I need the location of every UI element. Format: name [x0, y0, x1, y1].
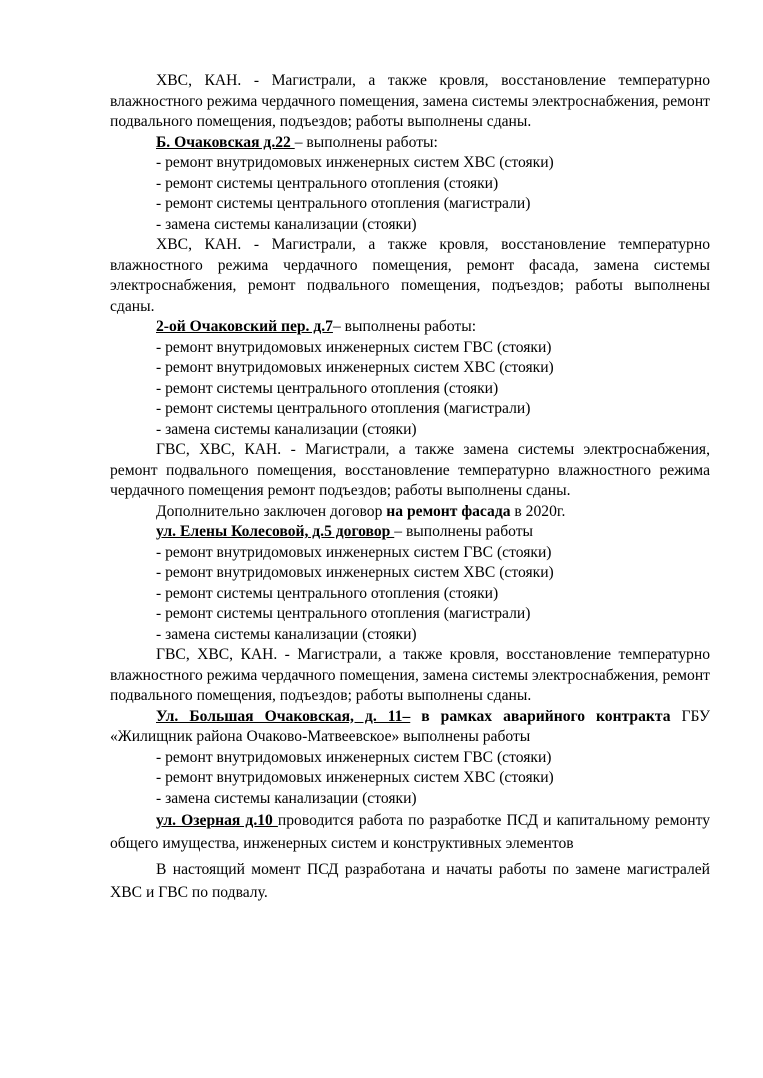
- list-item: - замена системы канализации (стояки): [156, 789, 417, 807]
- heading-tail: – выполнены работы:: [332, 318, 477, 335]
- heading-tail: ГБУ «Жилищник района Очаково-Матвеевское» выполнены работы: [110, 707, 710, 745]
- heading-tail: проводится работа по разработке ПСД и капитальному ремонту общего имущества, инженерных систем и конструктивных элементов: [110, 812, 710, 852]
- list-item: - ремонт внутридомовых инженерных систем ГВС (стояки): [156, 338, 552, 356]
- list-item: - ремонт внутридомовых инженерных систем ГВС (стояки): [156, 543, 552, 561]
- paragraph-summary-1: ХВС, КАН. - Магистрали, а также кровля, восстановление температурно влажностного режима чердачного помещения, замена системы электроснабжения, ремонт подвального помещения, подъездов; работы выполнены сданы.: [110, 72, 710, 130]
- paragraph-summary-4: ГВС, ХВС, КАН. - Магистрали, а также кровля, восстановление температурно влажностного режима чердачного помещения, замена системы электроснабжения, ремонт подвального помещения, подъездов; работы выполнены сданы.: [110, 646, 710, 704]
- list-item: - ремонт системы центрального отопления (стояки): [156, 174, 499, 192]
- section-heading-kolesovoy-5: [110, 522, 710, 543]
- list-item: - ремонт системы центрального отопления (магистрали): [156, 605, 531, 622]
- paragraph-summary-2: ХВС, КАН. - Магистрали, а также кровля, восстановление температурно влажностного режима чердачного помещения, ремонт фасада, замена системы электроснабжения, ремонт подвального помещения, подъездов; работы выполнены сданы.: [110, 236, 710, 315]
- list-item: - замена системы канализации (стояки): [156, 625, 417, 643]
- document-page: [110, 71, 710, 904]
- list-item: - ремонт системы центрального отопления (магистрали): [156, 195, 531, 212]
- list-item: - ремонт внутридомовых инженерных систем ХВС (стояки): [156, 359, 554, 376]
- address-bolshaya-ochakovskaya-11: Ул. Большая Очаковская, д. 11–: [156, 707, 411, 725]
- list-item: - ремонт внутридомовых инженерных систем ХВС (стояки): [156, 154, 554, 171]
- address-2-ochakovsky-7: 2-ой Очаковский пер. д.7: [156, 318, 333, 335]
- section-heading-ozernaya-10: [110, 809, 710, 855]
- list-item: - ремонт системы центрального отопления (стояки): [156, 379, 499, 397]
- list-item: - ремонт системы центрального отопления (стояки): [156, 584, 499, 602]
- heading-tail: – выполнены работы: [394, 523, 534, 540]
- emergency-contract-bold: в рамках аварийного контракта: [410, 707, 671, 725]
- list-item: - замена системы канализации (стояки): [156, 215, 417, 233]
- list-item: - ремонт внутридомовых инженерных систем ХВС (стояки): [156, 769, 554, 786]
- facade-repair-bold: на ремонт фасада: [386, 502, 511, 520]
- paragraph-summary-3: ГВС, ХВС, КАН. - Магистрали, а также замена системы электроснабжения, ремонт подвального помещения, восстановление температурно влажностного режима чердачного помещения ремонт подъездов; работы выполнены сданы.: [110, 441, 710, 499]
- paragraph-status: В настоящий момент ПСД разработана и начаты работы по замене магистралей ХВС и ГВС по подвалу.: [110, 861, 710, 901]
- address-kolesovoy-5: ул. Елены Колесовой, д.5 договор: [156, 523, 395, 540]
- list-item: - ремонт системы центрального отопления (магистрали): [156, 400, 531, 417]
- section-heading-b-ochakovskaya-22: [110, 133, 710, 154]
- list-item: - ремонт внутридомовых инженерных систем ГВС (стояки): [156, 748, 552, 766]
- list-item: - замена системы канализации (стояки): [156, 420, 417, 438]
- section-heading-2-ochakovsky-7: [110, 317, 710, 338]
- heading-tail: – выполнены работы:: [294, 133, 438, 151]
- list-item: - ремонт внутридомовых инженерных систем ХВС (стояки): [156, 564, 554, 581]
- address-b-ochakovskaya-22: Б. Очаковская д.22: [156, 133, 295, 151]
- paragraph-extra-contract: Дополнительно заключен договор на ремонт фасада в 2020г.: [156, 502, 566, 520]
- section-heading-bolshaya-ochakovskaya-11: [110, 707, 710, 748]
- address-ozernaya-10: ул. Озерная д.10: [156, 812, 278, 829]
